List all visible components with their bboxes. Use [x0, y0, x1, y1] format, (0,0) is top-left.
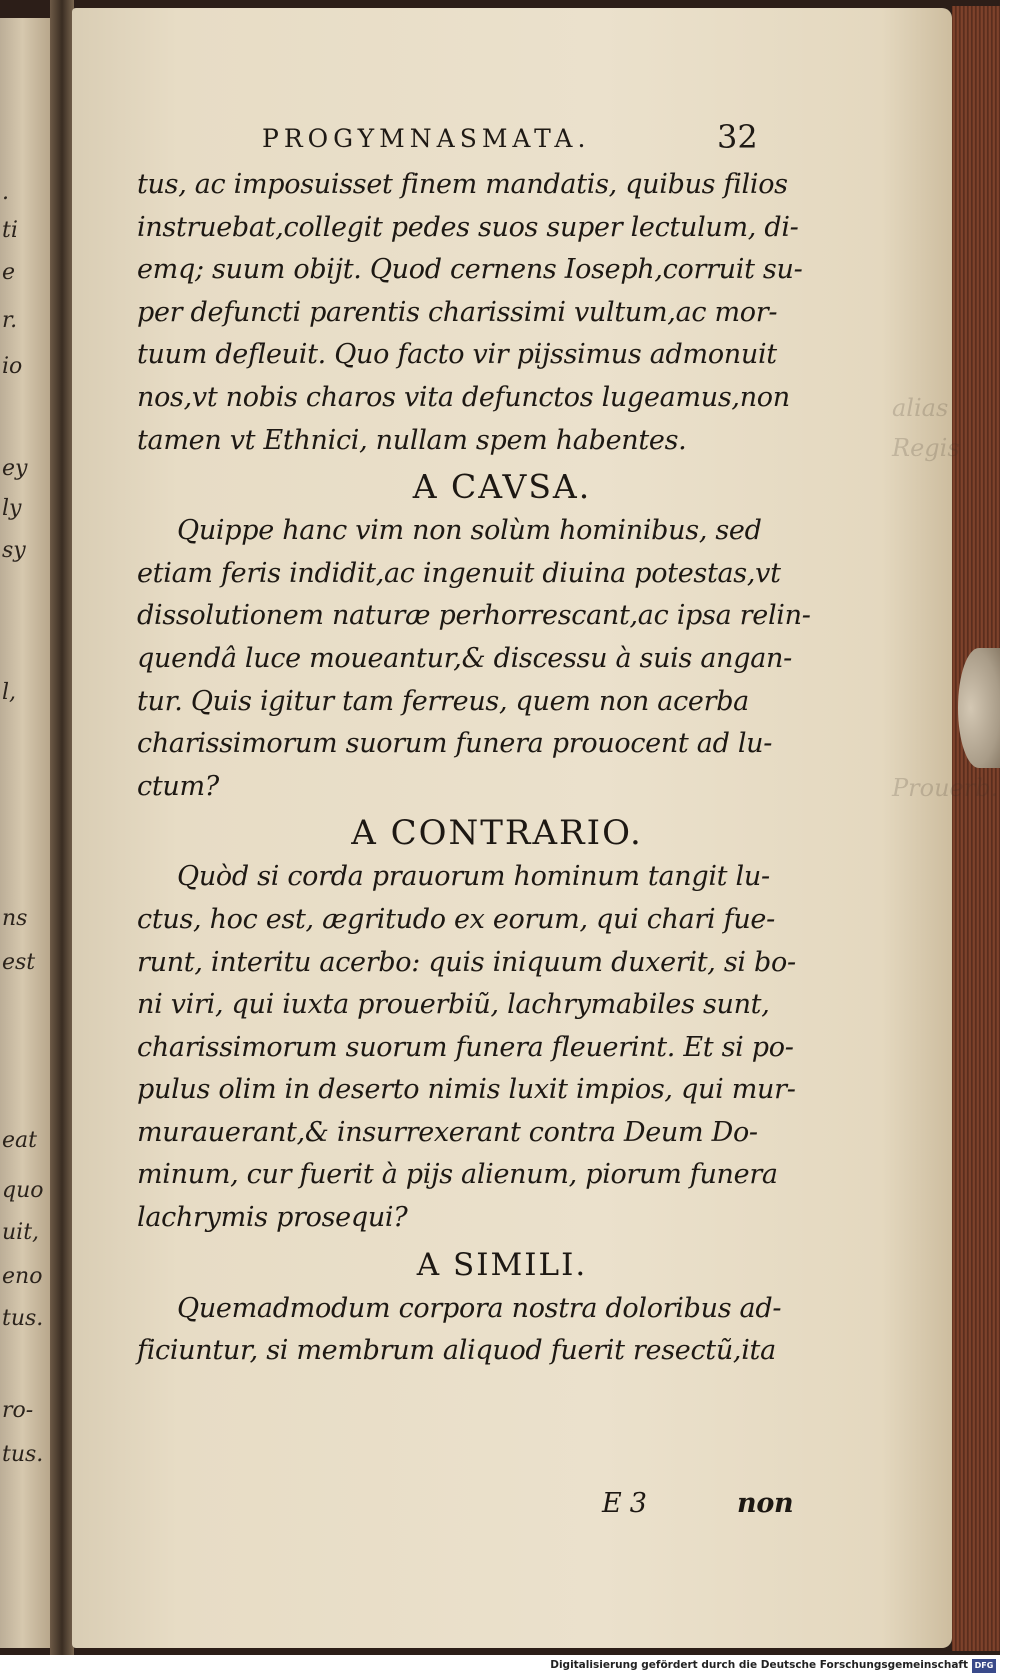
left-margin-text: ey	[2, 456, 28, 481]
text-line: Quemadmodum corpora nostra doloribus ad-	[177, 1292, 782, 1324]
text-line: tuum defleuit. Quo facto vir pijssimus admonuit	[137, 339, 777, 371]
left-margin-text: tus.	[2, 1306, 44, 1331]
text-line: etiam feris indidit,ac ingenuit diuina potestas,vt	[137, 557, 781, 589]
signature-mark: E 3	[602, 1488, 647, 1519]
show-through-line: Prouerb.	[892, 774, 999, 802]
left-margin-text: eno	[2, 1264, 43, 1289]
text-line: per defuncti parentis charissimi vultum,ac mor-	[137, 296, 778, 328]
section-heading-simili: A SIMILI.	[416, 1246, 588, 1283]
left-margin-text: .	[2, 180, 9, 205]
page-edges	[952, 6, 1000, 1651]
show-through-line: Regis	[892, 434, 960, 462]
section-heading-causa: A CAVSA.	[412, 467, 592, 507]
left-margin-text: ns	[2, 906, 28, 931]
left-margin-text: l,	[2, 680, 17, 705]
left-margin-text: uit,	[2, 1220, 40, 1245]
running-title: PROGYMNASMATA.	[262, 124, 591, 153]
text-line: instruebat,collegit pedes suos super lectulum, di-	[137, 211, 799, 243]
left-margin-text: eat	[2, 1128, 37, 1153]
text-line: tur. Quis igitur tam ferreus, quem non acerba	[137, 685, 749, 717]
show-through-line: alias	[892, 394, 949, 422]
text-line: pulus olim in deserto nimis luxit impios, qui mur-	[137, 1074, 796, 1106]
section-heading-contrario: A CONTRARIO.	[351, 813, 643, 854]
text-line: dissolutionem naturæ perhorrescant,ac ipsa relin-	[137, 600, 811, 632]
text-line: ctus, hoc est, ægritudo ex eorum, qui chari fue-	[137, 903, 775, 935]
text-line: emq; suum obijt. Quod cernens Ioseph,corruit su-	[137, 254, 803, 286]
text-line: charissimorum suorum funera prouocent ad lu-	[137, 728, 773, 760]
text-line: ctum?	[137, 770, 219, 802]
left-margin-text: r.	[2, 308, 18, 333]
text-line: ni viri, qui iuxta prouerbiũ, lachrymabiles sunt,	[137, 989, 770, 1021]
text-line: minum, cur fuerit à pijs alienum, piorum funera	[137, 1159, 778, 1191]
left-margin-text: io	[2, 354, 23, 379]
left-margin-text: ly	[2, 496, 22, 521]
funding-credit: Digitalisierung gefördert durch die Deutsche Forschungsgemeinschaft	[550, 1659, 968, 1671]
page-footer	[137, 1488, 837, 1528]
text-line: ficiuntur, si membrum aliquod fuerit resectũ,ita	[137, 1335, 776, 1367]
text-line: murauerant,& insurrexerant contra Deum Do-	[137, 1116, 758, 1148]
text-line: lachrymis prosequi?	[137, 1202, 408, 1234]
text-line: charissimorum suorum funera fleuerint. Et si po-	[137, 1031, 794, 1063]
dfg-logo: DFG	[972, 1659, 996, 1673]
text-line: tamen vt Ethnici, nullam spem habentes.	[137, 424, 687, 456]
text-line: Quippe hanc vim non solùm hominibus, sed	[177, 515, 762, 547]
left-margin-text: ro-	[2, 1398, 34, 1423]
digitization-footer	[0, 1655, 1000, 1678]
left-margin-text: e	[2, 260, 16, 285]
left-margin-text: ti	[2, 218, 18, 243]
page-header	[262, 120, 822, 160]
catchword: non	[737, 1488, 794, 1519]
left-margin-text: tus.	[2, 1442, 44, 1467]
text-line: tus, ac imposuisset finem mandatis, quibus filios	[137, 169, 788, 200]
show-through-text	[892, 388, 1012, 802]
text-line: runt, interitu acerbo: quis iniquum duxerit, si bo-	[137, 946, 796, 978]
left-margin-text: est	[2, 950, 36, 975]
left-margin-text: sy	[2, 538, 26, 563]
page-number: 32	[717, 118, 758, 156]
book-gutter	[50, 0, 74, 1655]
left-margin-text: quo	[2, 1178, 44, 1203]
page-tab-marker	[958, 648, 1000, 768]
text-line: Quòd si corda prauorum hominum tangit lu-	[177, 861, 770, 893]
book-page	[72, 8, 999, 1648]
facing-page-fragment	[0, 18, 50, 1648]
text-line: nos,vt nobis charos vita defunctos lugeamus,non	[137, 381, 790, 413]
text-line: quendâ luce moueantur,& discessu à suis angan-	[137, 642, 792, 674]
body-text	[137, 164, 837, 1519]
